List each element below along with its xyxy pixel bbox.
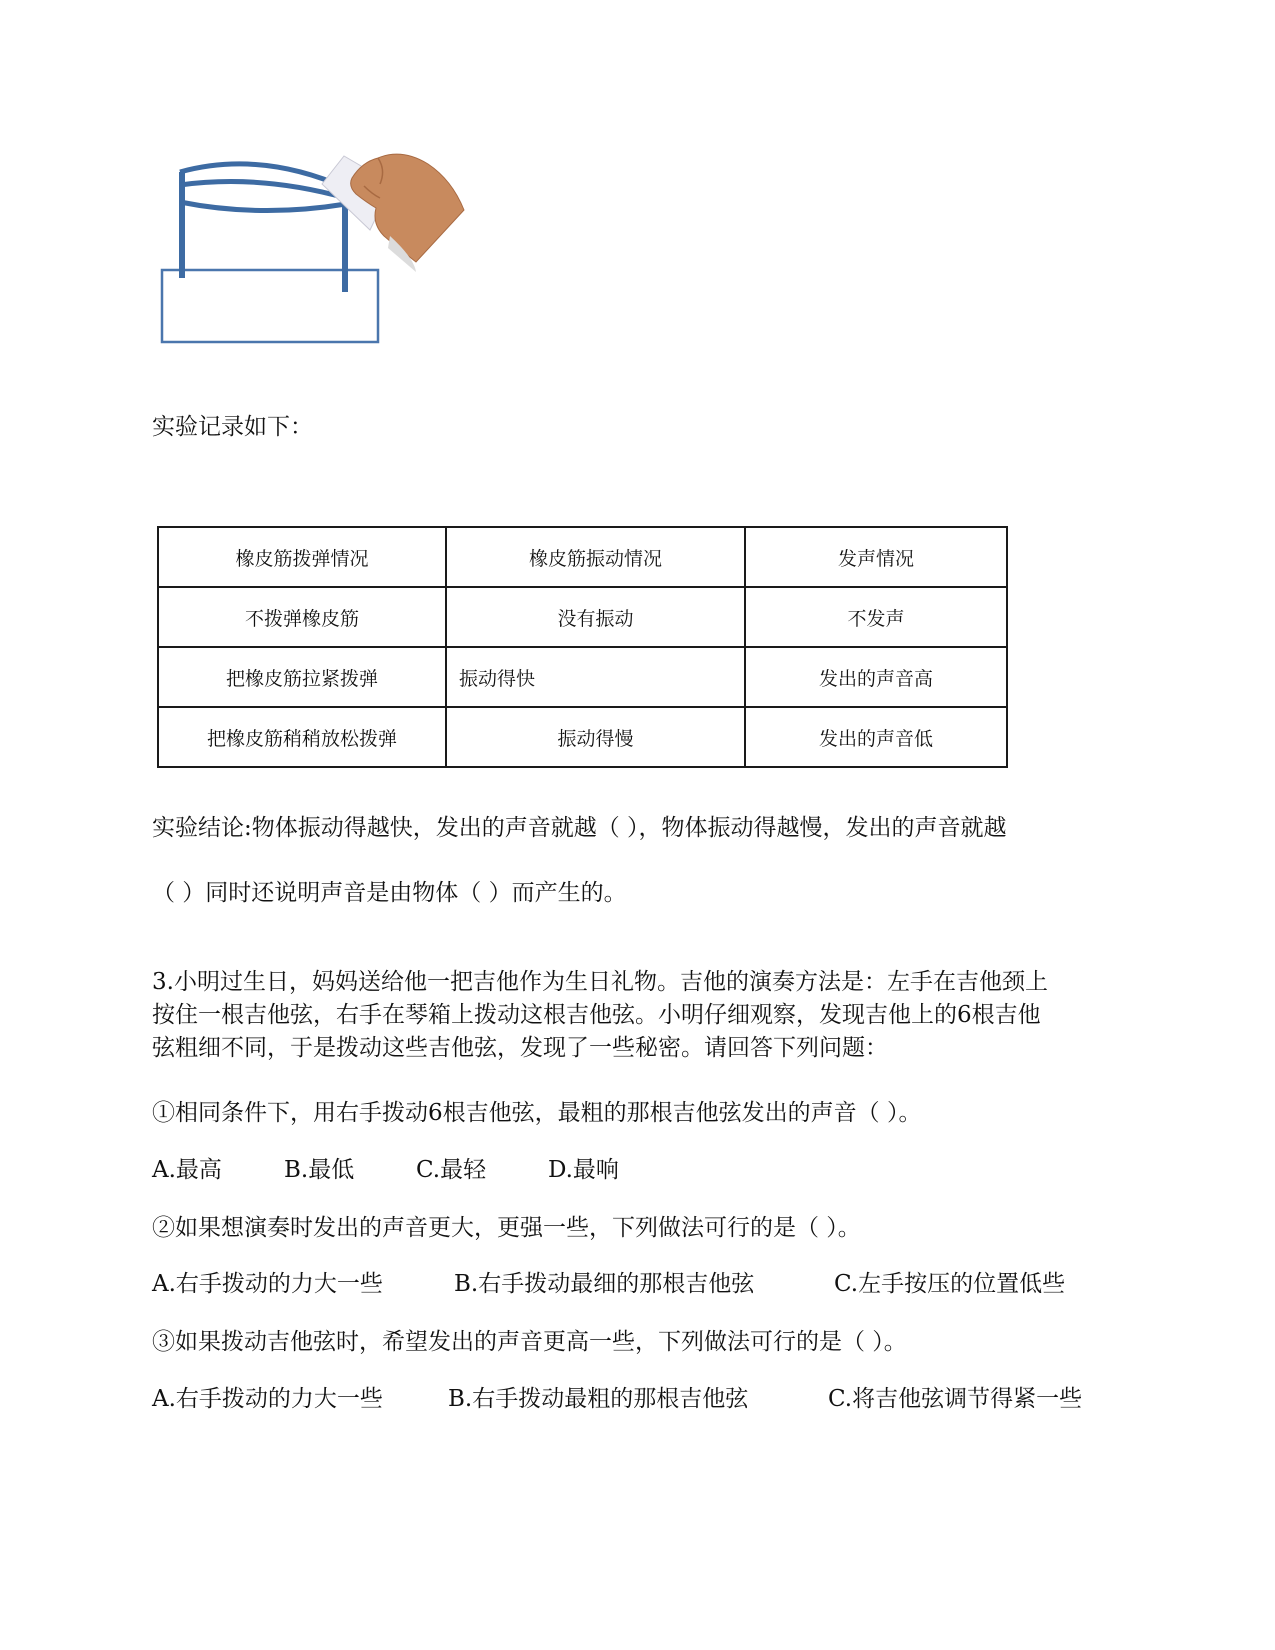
option-c: C.最轻 <box>416 1157 487 1183</box>
option-a: A.右手拨动的力大一些 <box>152 1271 383 1297</box>
q3-stem-line: 弦粗细不同，于是拨动这些吉他弦，发现了一些秘密。请回答下列问题： <box>152 1035 888 1061</box>
table-cell: 没有振动 <box>446 587 745 647</box>
table-cell: 不发声 <box>745 587 1007 647</box>
table-header-cell: 橡皮筋拨弹情况 <box>158 527 446 587</box>
option-b: B.右手拨动最细的那根吉他弦 <box>454 1271 755 1297</box>
q3-stem-line: 3.小明过生日，妈妈送给他一把吉他作为生日礼物。吉他的演奏方法是：左手在吉他颈上 <box>152 969 1048 995</box>
option-b: B.右手拨动最粗的那根吉他弦 <box>448 1386 749 1412</box>
record-intro: 实验记录如下： <box>152 414 313 440</box>
table-cell: 把橡皮筋稍稍放松拨弹 <box>158 707 446 767</box>
rubber-band-experiment-figure <box>140 140 490 370</box>
table-row <box>158 587 1007 647</box>
q3-sub3-question: ③如果拨动吉他弦时，希望发出的声音更高一些，下列做法可行的是（ ）。 <box>152 1329 907 1355</box>
option-d: D.最响 <box>548 1157 619 1183</box>
table-cell: 发出的声音低 <box>745 707 1007 767</box>
table-row <box>158 707 1007 767</box>
q3-stem <box>152 966 1048 1065</box>
q3-sub2-options <box>152 1268 1065 1301</box>
table-cell: 振动得慢 <box>446 707 745 767</box>
table-header-cell: 橡皮筋振动情况 <box>446 527 745 587</box>
option-b: B.最低 <box>284 1157 355 1183</box>
table-header-row <box>158 527 1007 587</box>
rubber-band-middle <box>180 182 346 198</box>
q3-sub2-question: ②如果想演奏时发出的声音更大，更强一些，下列做法可行的是（ ）。 <box>152 1215 861 1241</box>
option-c: C.将吉他弦调节得紧一些 <box>828 1386 1083 1412</box>
option-a: A.右手拨动的力大一些 <box>152 1386 383 1412</box>
table-cell: 不拨弹橡皮筋 <box>158 587 446 647</box>
q3-sub1-question: ①相同条件下，用右手拨动6根吉他弦，最粗的那根吉他弦发出的声音（ ）。 <box>152 1100 922 1126</box>
option-a: A.最高 <box>152 1157 222 1183</box>
table-cell: 把橡皮筋拉紧拨弹 <box>158 647 446 707</box>
q3-sub1-options <box>152 1154 619 1187</box>
conclusion-line-1: 实验结论:物体振动得越快，发出的声音就越（ ），物体振动得越慢，发出的声音就越 <box>152 815 1007 841</box>
conclusion-line-2: （ ）同时还说明声音是由物体（ ）而产生的。 <box>152 880 627 906</box>
table-cell: 振动得快 <box>446 647 745 707</box>
table-row <box>158 647 1007 707</box>
experiment-record-table <box>157 526 1008 768</box>
q3-sub3-options <box>152 1383 1082 1416</box>
table-header-cell: 发声情况 <box>745 527 1007 587</box>
q3-stem-line: 按住一根吉他弦，右手在琴箱上拨动这根吉他弦。小明仔细观察，发现吉他上的6根吉他 <box>152 1002 1041 1028</box>
table-cell: 发出的声音高 <box>745 647 1007 707</box>
option-c: C.左手按压的位置低些 <box>834 1271 1066 1297</box>
rubber-band-bottom <box>180 202 346 211</box>
